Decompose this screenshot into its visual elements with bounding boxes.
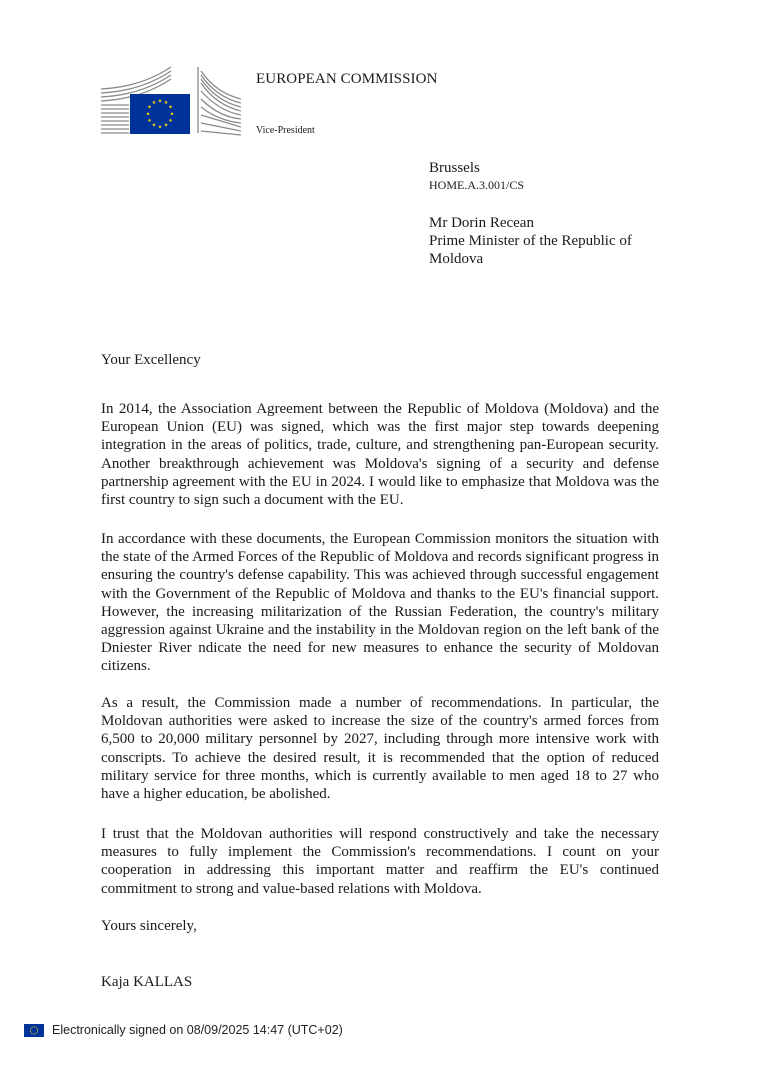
recipient-title: Prime Minister of the Republic of <box>429 233 632 249</box>
svg-text:★: ★ <box>145 111 151 118</box>
eu-flag-icon <box>24 1024 44 1037</box>
recipient-address <box>429 214 632 268</box>
svg-text:★: ★ <box>147 104 152 111</box>
svg-text:★: ★ <box>151 122 157 129</box>
svg-text:★: ★ <box>151 100 157 106</box>
svg-text:★: ★ <box>168 104 173 111</box>
svg-text:★: ★ <box>147 118 152 124</box>
svg-text:★: ★ <box>163 122 169 129</box>
svg-text:★: ★ <box>157 124 163 131</box>
reference-number: HOME.A.3.001/CS <box>429 178 525 192</box>
electronic-signature <box>24 1023 343 1037</box>
organization-role: Vice-President <box>256 125 315 136</box>
letter-place: Brussels <box>429 160 480 176</box>
organization-name: EUROPEAN COMMISSION <box>256 71 438 87</box>
european-commission-logo-icon <box>101 65 241 137</box>
letter-paragraph: In accordance with these documents, the European Commission monitors the situation with the state of the Armed Forces of the Republic of Moldova and records significant progress in ensuring the country's defense capability. This was achieved through successful engagement with the Government of the Republic of Moldova and thanks to the EU's financial support. However, the increasing militarization of the Russian Federation, the country's military aggression against Ukraine and the instability in the Moldovan region on the left bank of the Dniester River ndicate the need for new measures to enhance the security of Moldovan citizens. <box>101 531 659 675</box>
svg-text:★: ★ <box>169 111 175 118</box>
closing: Yours sincerely, <box>101 918 197 934</box>
svg-text:★: ★ <box>163 100 169 106</box>
signature-text: Electronically signed on 08/09/2025 14:47 (UTC+02) <box>52 1023 343 1037</box>
letter-paragraph: In 2014, the Association Agreement between the Republic of Moldova (Moldova) and the European Union (EU) was signed, which was the first major step towards deepening integration in the areas of politics, trade, culture, and strengthening pan-European security. Another breakthrough achievement was Moldova's signing of a security and defense partnership agreement with the EU in 2024. I would like to emphasize that Moldova was the first country to sign such a document with the EU. <box>101 401 659 509</box>
letter-paragraph: I trust that the Moldovan authorities will respond constructively and take the necessary measures to fully implement the Commission's recommendations. I count on your cooperation in addressing this important matter and reaffirm the EU's continued commitment to strong and value-based relations with Moldova. <box>101 826 659 897</box>
recipient-country: Moldova <box>429 251 484 267</box>
svg-text:★: ★ <box>168 118 173 124</box>
letter-paragraph: As a result, the Commission made a number of recommendations. In particular, the Moldovan authorities were asked to increase the size of the country's armed forces from 6,500 to 20,000 military personnel by 2027, including through more intensive work with conscripts. To achieve the desired result, it is recommended that the option of reduced military service for three months, which is currently available to men aged 18 to 27 who have a higher education, be abolished. <box>101 695 659 803</box>
svg-text:★: ★ <box>157 98 163 105</box>
recipient-name: Mr Dorin Recean <box>429 215 534 231</box>
salutation: Your Excellency <box>101 352 201 368</box>
signatory-name: Kaja KALLAS <box>101 974 193 990</box>
